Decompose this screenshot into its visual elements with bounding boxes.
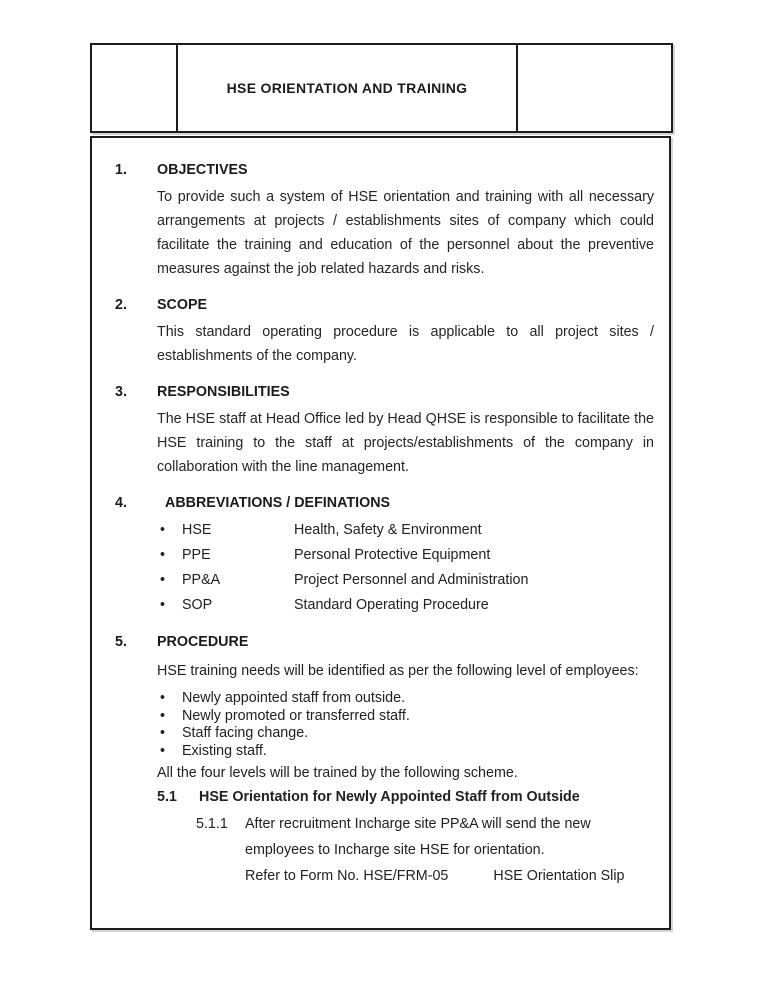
subsection-5-1 <box>157 789 654 806</box>
abbreviation-list <box>157 518 654 618</box>
list-item <box>160 690 654 708</box>
section-abbreviations <box>115 495 654 618</box>
abbreviation-term: PPE <box>182 547 211 563</box>
form-reference <box>245 863 654 889</box>
list-item-text: Existing staff. <box>182 742 267 759</box>
section-number: 1. <box>115 162 127 178</box>
bullet-icon: • <box>160 597 166 613</box>
bullet-icon: • <box>160 547 166 563</box>
list-item <box>160 725 654 743</box>
section-objectives <box>115 162 654 281</box>
procedure-bullet-list <box>160 690 654 760</box>
abbreviation-term: SOP <box>182 597 213 613</box>
bullet-icon: • <box>160 690 166 706</box>
subsection-number: 5.1 <box>157 789 177 805</box>
clause-5-1-1 <box>196 811 654 889</box>
bullet-icon: • <box>160 742 166 759</box>
form-reference-label: Refer to Form No. HSE/FRM-05 <box>245 868 449 884</box>
abbreviation-definition: Standard Operating Procedure <box>294 597 489 613</box>
section-title: ABBREVIATIONS / DEFINATIONS <box>165 495 391 511</box>
section-scope <box>115 297 654 368</box>
clause-number: 5.1.1 <box>196 816 228 832</box>
bullet-icon: • <box>160 707 166 724</box>
bullet-icon: • <box>160 522 166 538</box>
section-title: RESPONSIBILITIES <box>157 384 290 400</box>
abbreviation-definition: Health, Safety & Environment <box>294 522 482 538</box>
abbreviation-item <box>160 543 654 568</box>
section-title: PROCEDURE <box>157 634 249 650</box>
document-title: HSE ORIENTATION AND TRAINING <box>177 44 517 132</box>
form-reference-name: HSE Orientation Slip <box>493 868 625 884</box>
section-paragraph: To provide such a system of HSE orientation and training with all necessary arrangements at projects / establishments sites of company which could facilitate the training and education of the personnel about the preventive measures against the job related hazards and risks. <box>157 189 654 277</box>
section-number: 5. <box>115 634 127 650</box>
header-cell-logo <box>91 44 177 132</box>
bullet-icon: • <box>160 725 166 741</box>
list-item <box>160 743 654 761</box>
abbreviation-definition: Project Personnel and Administration <box>294 572 529 588</box>
header-cell-docinfo <box>517 44 672 132</box>
document-body <box>90 136 671 930</box>
bullet-icon: • <box>160 572 166 588</box>
list-item-text: Staff facing change. <box>182 725 309 741</box>
section-number: 4. <box>115 495 127 511</box>
list-item-text: Newly promoted or transferred staff. <box>182 707 410 724</box>
procedure-intro: HSE training needs will be identified as per the following level of employees: <box>157 663 639 679</box>
subsection-title: HSE Orientation for Newly Appointed Staff from Outside <box>199 789 580 805</box>
abbreviation-item <box>160 568 654 593</box>
section-paragraph: This standard operating procedure is applicable to all project sites / establishments of the company. <box>157 324 654 364</box>
section-procedure <box>115 634 654 889</box>
section-number: 2. <box>115 297 127 313</box>
clause-text: After recruitment Incharge site PP&A will send the new employees to Incharge site HSE for orientation. <box>245 816 591 858</box>
abbreviation-item <box>160 593 654 618</box>
abbreviation-term: HSE <box>182 522 212 538</box>
abbreviation-item <box>160 518 654 543</box>
header-table <box>90 43 673 133</box>
list-item <box>160 708 654 726</box>
section-responsibilities <box>115 384 654 479</box>
section-title: SCOPE <box>157 297 208 313</box>
abbreviation-term: PP&A <box>182 572 221 588</box>
section-number: 3. <box>115 384 127 400</box>
procedure-outro: All the four levels will be trained by the following scheme. <box>157 765 518 781</box>
section-title: OBJECTIVES <box>157 162 248 178</box>
list-item-text: Newly appointed staff from outside. <box>182 690 406 706</box>
section-paragraph: The HSE staff at Head Office led by Head QHSE is responsible to facilitate the HSE training to the staff at projects/establishments of the company in collaboration with the line management. <box>157 411 654 475</box>
abbreviation-definition: Personal Protective Equipment <box>294 547 491 563</box>
